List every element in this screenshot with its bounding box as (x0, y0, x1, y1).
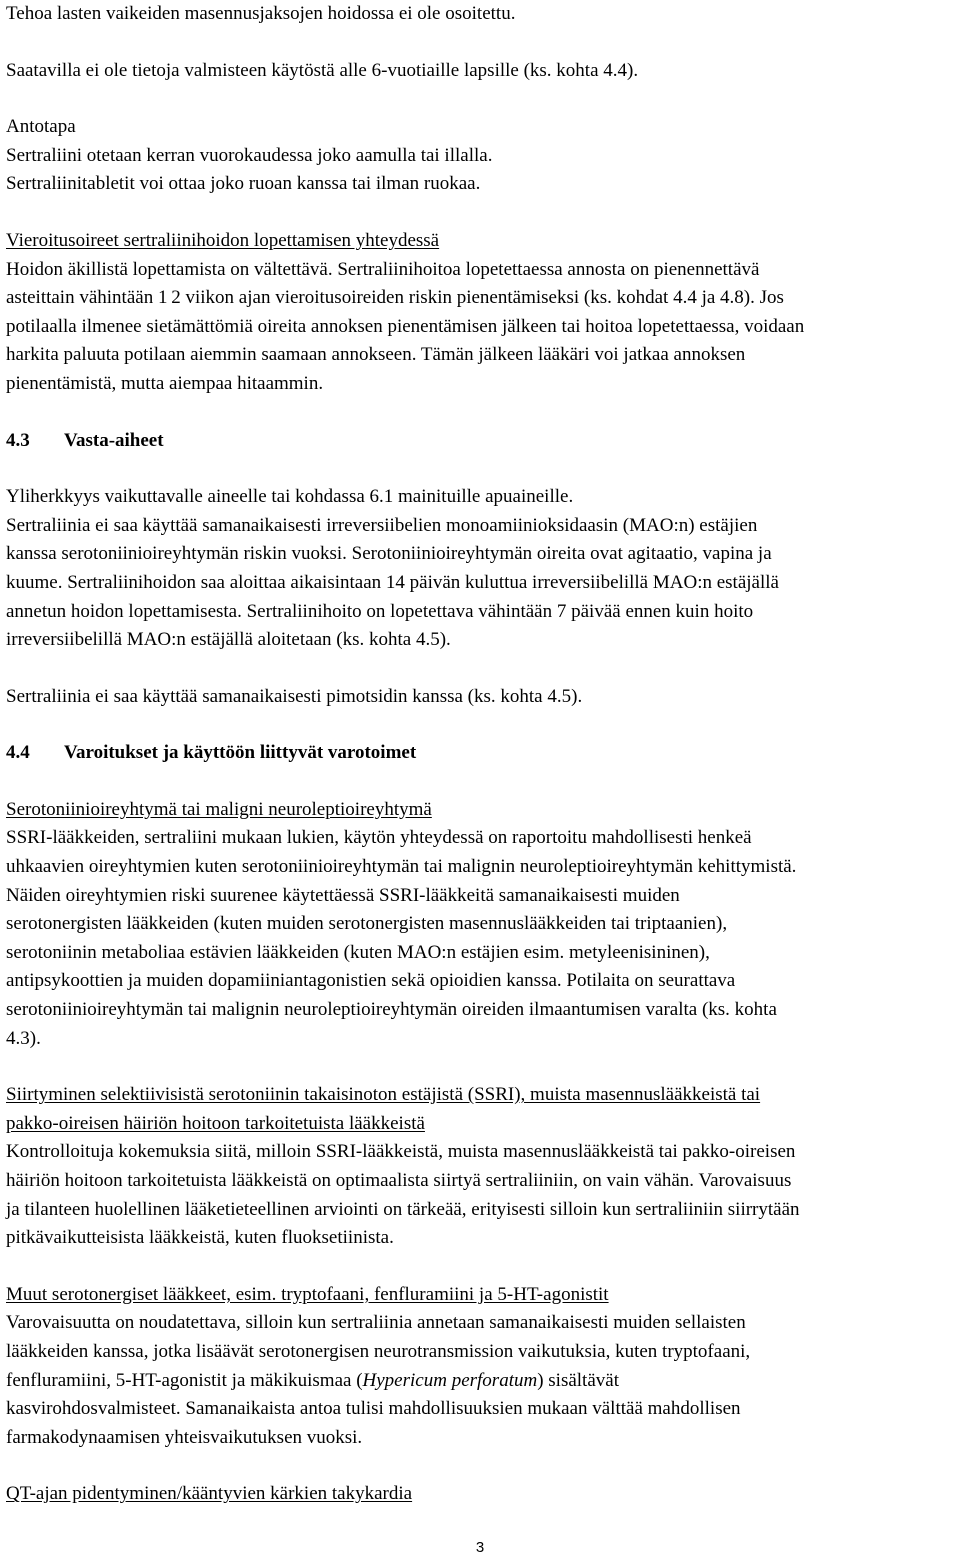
section-number: 4.3 (6, 429, 30, 451)
text-line: farmakodynaamisen yhteisvaikutuksen vuoksi. (6, 1426, 363, 1448)
text-line: Sertraliinia ei saa käyttää samanaikaisesti irreversiibelien monoamiinioksidaasin (MAO:n) estäjien (6, 514, 758, 536)
text-line (6, 1367, 956, 1396)
text-fragment: ) sisältävät (537, 1369, 619, 1391)
page-number: 3 (475, 1539, 485, 1556)
section-number: 4.4 (6, 742, 30, 764)
text-line: kuume. Sertraliinihoidon saa aloittaa aikaisintaan 14 päivän kuluttua irreversiibelillä MAO:n estäjällä (6, 571, 779, 593)
text-line: potilaalla ilmenee sietämättömiä oireita annoksen pienentämisen jälkeen tai hoitoa lopetettaessa, voidaan (6, 315, 805, 337)
subheading-antotapa: Antotapa (6, 116, 76, 138)
subheading-serotoniinioireyhtyma: Serotoniinioireyhtymä tai maligni neuroleptioireyhtymä (6, 798, 432, 820)
text-fragment: fenfluramiini, 5-HT-agonistit ja mäkikuismaa ( (6, 1369, 363, 1391)
text-line: Kontrolloituja kokemuksia siitä, milloin SSRI-lääkkeistä, muista masennuslääkkeistä tai pakko-oireisen (6, 1141, 796, 1163)
section-title: Vasta-aiheet (64, 429, 164, 451)
section-heading-4-3 (6, 427, 956, 456)
text-line: harkita paluuta potilaan aiemmin saamaan annokseen. Tämän jälkeen lääkäri voi jatkaa annoksen (6, 344, 746, 366)
text-line: SSRI-lääkkeiden, sertraliini mukaan lukien, käytön yhteydessä on raportoitu mahdollisesti henkeä (6, 827, 752, 849)
subheading-vieroitusoireet: Vieroitusoireet sertraliinihoidon lopettamisen yhteydessä (6, 229, 440, 251)
text-line: Saatavilla ei ole tietoja valmisteen käytöstä alle 6-vuotiaille lapsille (ks. kohta 4.4). (6, 59, 639, 81)
section-title: Varoitukset ja käyttöön liittyvät varotoimet (64, 742, 417, 764)
subheading-siirtyminen: Siirtyminen selektiivisistä serotoniinin takaisinoton estäjistä (SSRI), muista masennuslääkkeistä tai (6, 1084, 761, 1106)
text-line: serotoniinioireyhtymän tai malignin neuroleptioireyhtymän oireiden ilmaantumisen varalta (ks. kohta (6, 999, 777, 1021)
latin-name: Hypericum perforatum (362, 1369, 538, 1391)
text-line: irreversiibelillä MAO:n estäjällä aloitetaan (ks. kohta 4.5). (6, 629, 451, 651)
subheading-siirtyminen-cont: pakko-oireisen häiriön hoitoon tarkoitetuista lääkkeistä (6, 1112, 425, 1134)
text-line: pitkävaikutteisista lääkkeistä, kuten fluoksetiinista. (6, 1227, 394, 1249)
text-line: Varovaisuutta on noudatettava, silloin kun sertraliinia annetaan samanaikaisesti muiden sellaisten (6, 1312, 746, 1334)
text-line: asteittain vähintään 1 2 viikon ajan vieroitusoireiden riskin pienentämiseksi (ks. kohdat 4.4 ja 4.8). Jos (6, 287, 784, 309)
text-line: uhkaavien oireyhtymien kuten serotoniinioireyhtymän tai malignin neuroleptioireyhtymän kehittymistä. (6, 856, 797, 878)
text-line: pienentämistä, mutta aiempaa hitaammin. (6, 372, 324, 394)
text-line: Näiden oireyhtymien riski suurenee käytettäessä SSRI-lääkkeitä samanaikaisesti muiden (6, 884, 680, 906)
text-line: lääkkeiden kanssa, jotka lisäävät serotonergisen neurotransmission vaikutuksia, kuten tryptofaani, (6, 1340, 751, 1362)
text-line: Hoidon äkillistä lopettamista on vältettävä. Sertraliinihoitoa lopetettaessa annosta on pienennettävä (6, 258, 760, 280)
section-heading-4-4 (6, 739, 956, 768)
text-line: Sertraliini otetaan kerran vuorokaudessa joko aamulla tai illalla. (6, 144, 493, 166)
text-line: kanssa serotoniinioireyhtymän riskin vuoksi. Serotoniinioireyhtymän oireita ovat agitaatio, vapina ja (6, 543, 772, 565)
text-line: Sertraliinia ei saa käyttää samanaikaisesti pimotsidin kanssa (ks. kohta 4.5). (6, 685, 583, 707)
text-line: annetun hoidon lopettamisesta. Sertraliinihoito on lopetettava vähintään 7 päivää ennen kuin hoito (6, 600, 754, 622)
text-line: 4.3). (6, 1027, 41, 1049)
document-page (6, 0, 956, 1509)
text-line: serotonergisten lääkkeiden (kuten muiden serotonergisten masennuslääkkeiden tai triptaanien), (6, 913, 728, 935)
text-line: Sertraliinitabletit voi ottaa joko ruoan kanssa tai ilman ruokaa. (6, 173, 481, 195)
text-line: Tehoa lasten vaikeiden masennusjaksojen hoidossa ei ole osoitettu. (6, 3, 516, 24)
text-line: antipsykoottien ja muiden dopamiiniantagonistien sekä opioidien kanssa. Potilaita on seurattava (6, 970, 736, 992)
text-line: Yliherkkyys vaikuttavalle aineelle tai kohdassa 6.1 mainituille apuaineille. (6, 486, 574, 508)
text-line: häiriön hoitoon tarkoitetuista lääkkeistä on optimaalista siirtyä sertraliiniin, on vain vähän. Varovaisuus (6, 1170, 792, 1191)
text-line: kasvirohdosvalmisteet. Samanaikaista antoa tulisi mahdollisuuksien mukaan välttää mahdollisen (6, 1398, 741, 1420)
subheading-muut-serotonergiset: Muut serotonergiset lääkkeet, esim. tryptofaani, fenfluramiini ja 5-HT-agonistit (6, 1283, 609, 1305)
subheading-qt-aika: QT-ajan pidentyminen/kääntyvien kärkien takykardia (6, 1483, 413, 1505)
text-line: serotoniinin metaboliaa estävien lääkkeiden (kuten MAO:n estäjien esim. metyleenisininen), (6, 941, 710, 963)
text-line: ja tilanteen huolellinen lääketieteellinen arviointi on tärkeää, erityisesti silloin kun sertraliiniin siirrytään (6, 1198, 800, 1220)
